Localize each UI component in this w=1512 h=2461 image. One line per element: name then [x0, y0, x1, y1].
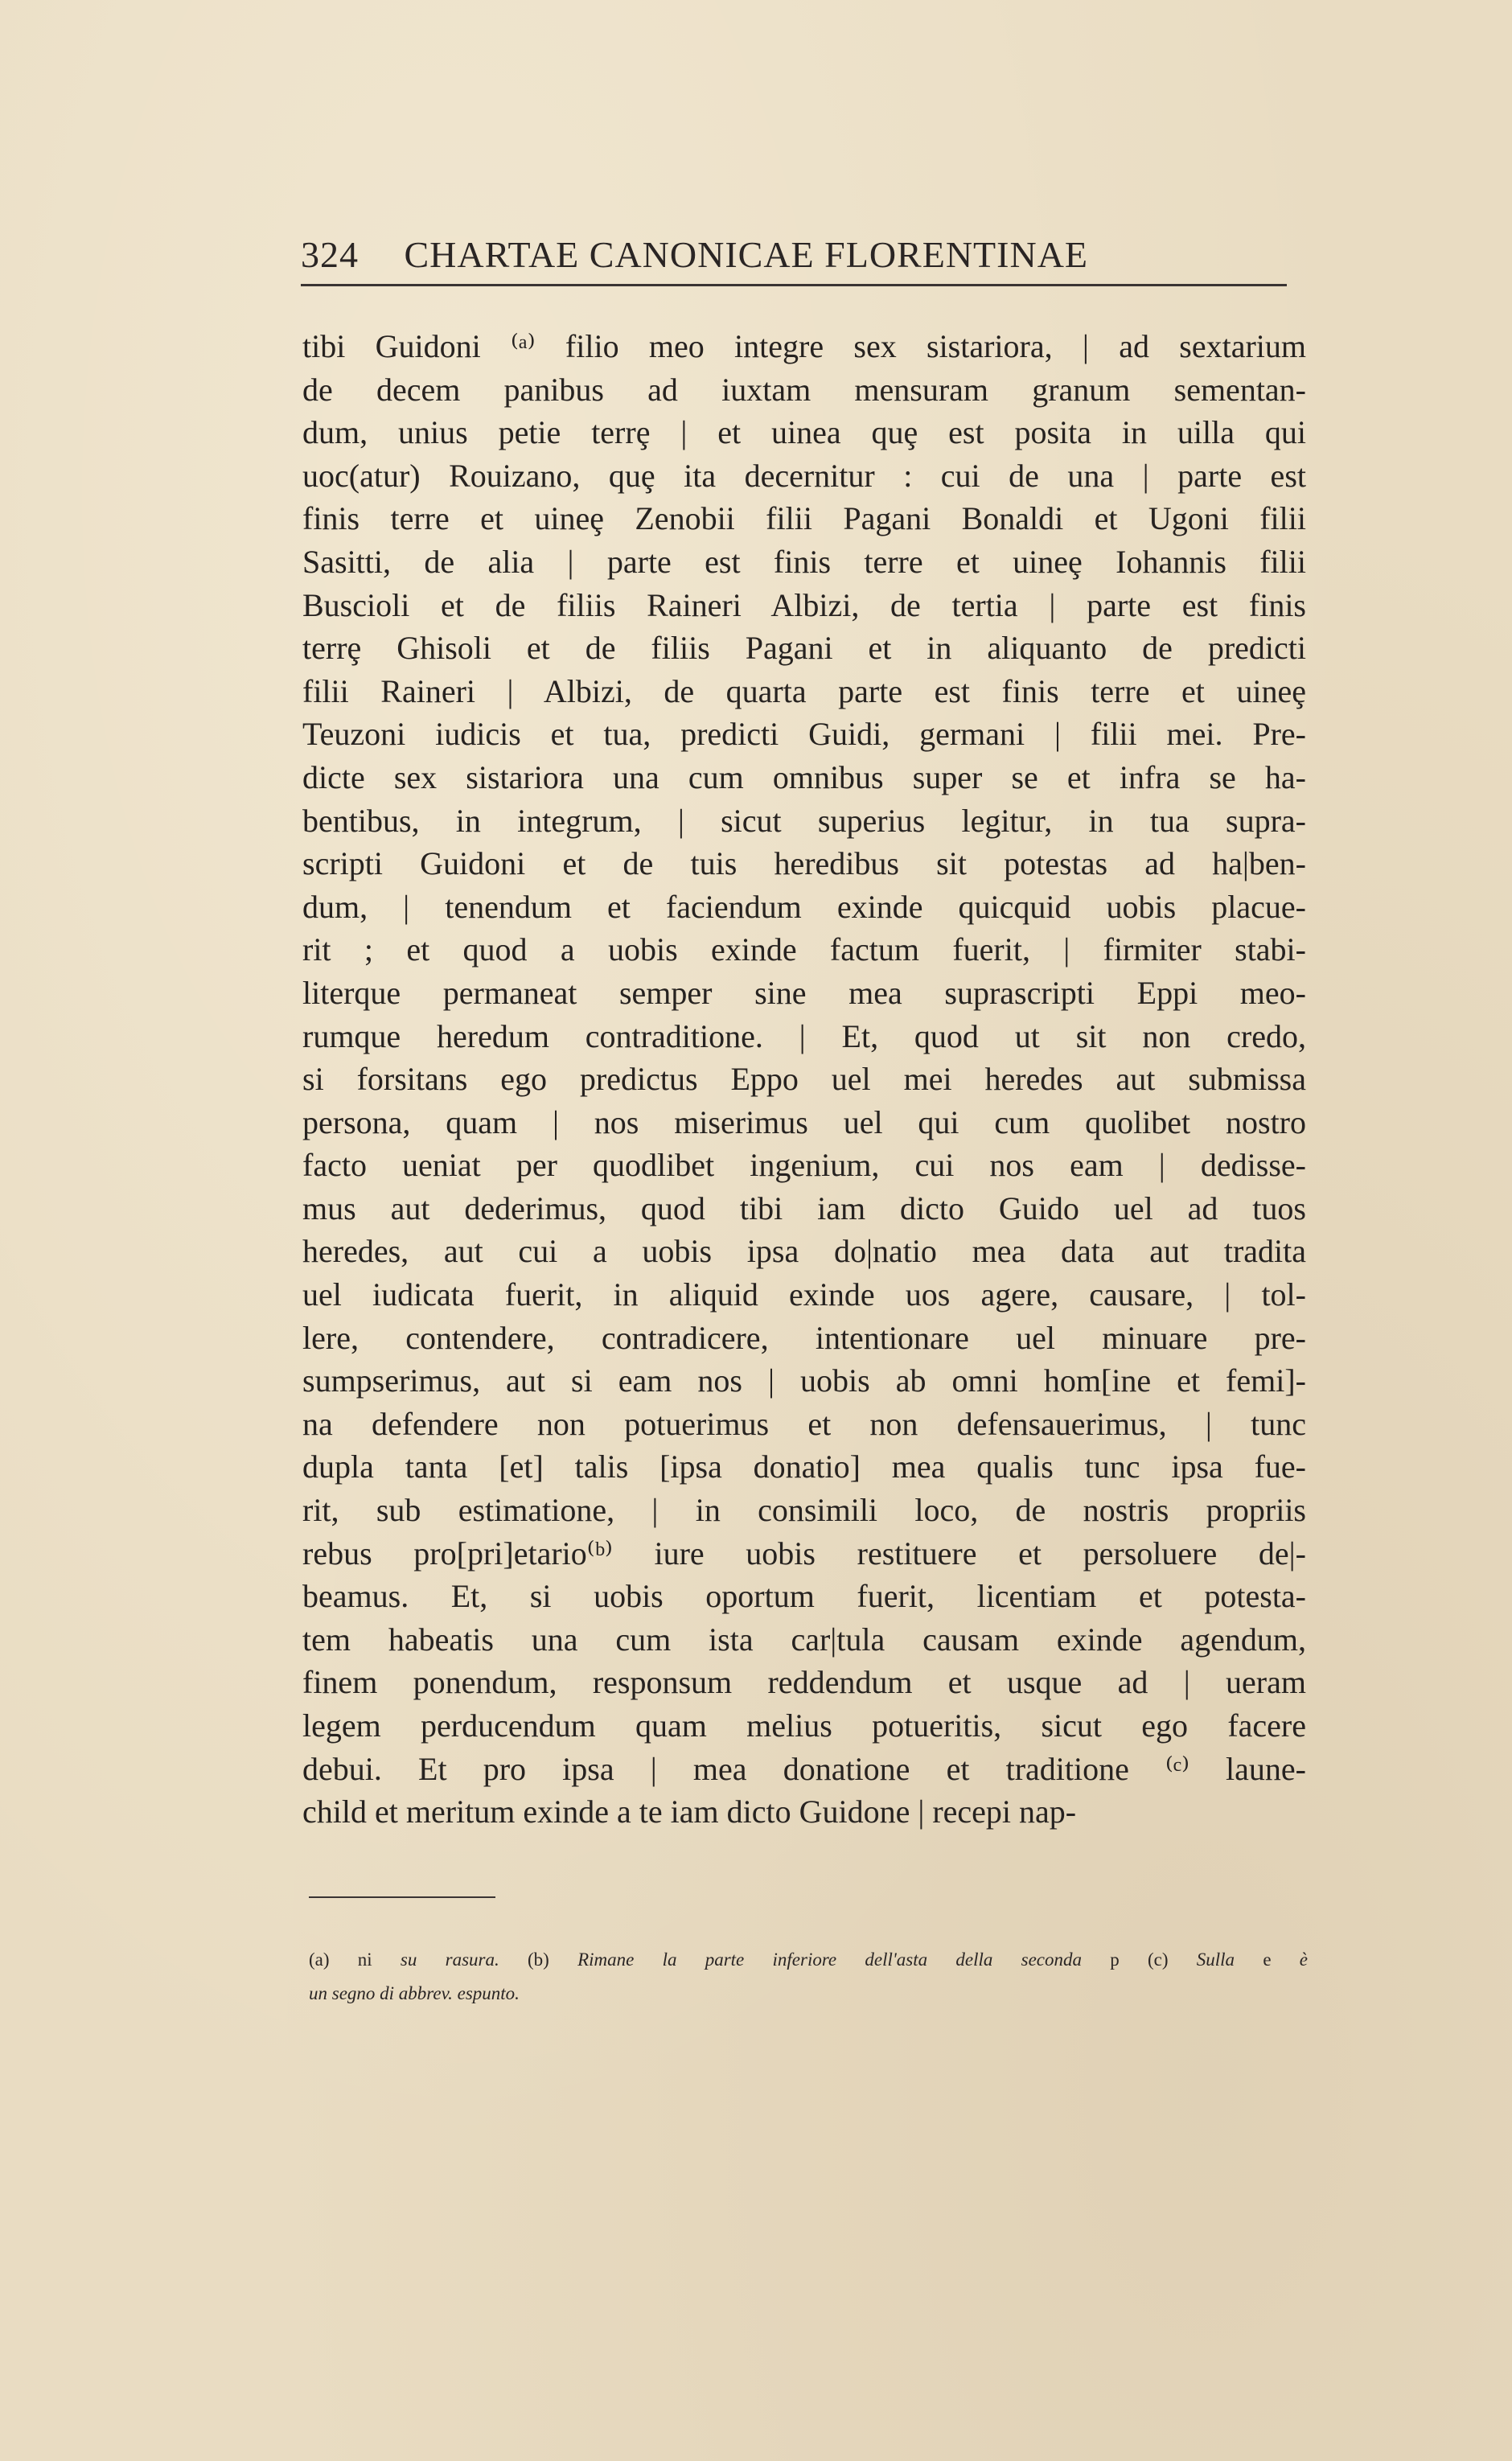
text-line: persona, quam | nos miserimus uel qui cum quolibet nostro — [302, 1103, 1306, 1140]
text-line: heredes, aut cui a uobis ipsa do|natio mea data aut tradita — [302, 1233, 1306, 1270]
text-line: dum, | tenendum et faciendum exinde quicquid uobis placue- — [302, 888, 1306, 925]
text-line: facto ueniat per quodlibet ingenium, cui nos eam | dedisse- — [302, 1147, 1306, 1184]
text-line: finem ponendum, responsum reddendum et usque ad | ueram — [302, 1664, 1306, 1701]
footnote-c-mark: (c) — [1148, 1949, 1169, 1970]
footnote-a-word: ni — [357, 1949, 372, 1970]
text-line: dum, unius petie terrȩ | et uinea quȩ est posita in uilla qui — [302, 414, 1306, 451]
text-line: debui. Et pro ipsa | mea donatione et traditione ⁽ᶜ⁾ laune- — [302, 1750, 1306, 1787]
text-line: literque permaneat semper sine mea suprascripti Eppi meo- — [302, 974, 1306, 1011]
text-line: finis terre et uineȩ Zenobii filii Pagani Bonaldi et Ugoni filii — [302, 500, 1306, 537]
text-line: rumque heredum contraditione. | Et, quod ut sit non credo, — [302, 1017, 1306, 1054]
header-rule — [301, 284, 1287, 286]
charter-text — [302, 325, 1306, 1834]
text-line: Teuzoni iudicis et tua, predicti Guidi, germani | filii mei. Pre- — [302, 716, 1306, 753]
text-line: filii Raineri | Albizi, de quarta parte est finis terre et uineȩ — [302, 672, 1306, 709]
text-line: rit, sub estimatione, | in consimili loco, de nostris propriis — [302, 1492, 1306, 1529]
footnote-c-text: Sulla — [1196, 1949, 1235, 1970]
footnote-b-letter: p — [1110, 1949, 1120, 1970]
text-line: mus aut dederimus, quod tibi iam dicto Guido uel ad tuos — [302, 1189, 1306, 1226]
footnote-line — [309, 1943, 1308, 1977]
footnote-c-text-2: è — [1299, 1949, 1308, 1970]
text-line: Sasitti, de alia | parte est finis terre et uineȩ Iohannis filii — [302, 543, 1306, 580]
text-line: tem habeatis una cum ista car|tula causam exinde agendum, — [302, 1621, 1306, 1658]
text-line: rebus pro[pri]etario⁽ᵇ⁾ iure uobis restituere et persoluere de|- — [302, 1535, 1306, 1572]
footnote-a-mark: (a) — [309, 1949, 330, 1970]
text-line: si forsitans ego predictus Eppo uel mei heredes aut submissa — [302, 1061, 1306, 1098]
text-line: de decem panibus ad iuxtam mensuram granum sementan- — [302, 371, 1306, 408]
footnotes — [309, 1943, 1308, 2011]
text-line: Buscioli et de filiis Raineri Albizi, de tertia | parte est finis — [302, 586, 1306, 623]
text-line: tibi Guidoni ⁽ᵃ⁾ filio meo integre sex sistariora, | ad sextarium — [302, 328, 1306, 364]
text-line: sumpserimus, aut si eam nos | uobis ab omni hom[ine et femi]- — [302, 1362, 1306, 1399]
footnote-line: un segno di abbrev. espunto. — [309, 1983, 520, 2003]
page-number: 324 — [301, 234, 359, 275]
text-line: dicte sex sistariora una cum omnibus super se et infra se ha- — [302, 758, 1306, 795]
text-line: dupla tanta [et] talis [ipsa donatio] mea qualis tunc ipsa fue- — [302, 1448, 1306, 1485]
text-line: uoc(atur) Rouizano, quȩ ita decernitur : cui de una | parte est — [302, 457, 1306, 494]
footnote-b-mark: (b) — [527, 1949, 549, 1970]
text-line: terrȩ Ghisoli et de filiis Pagani et in aliquanto de predicti — [302, 630, 1306, 667]
text-line: na defendere non potuerimus et non defensauerimus, | tunc — [302, 1405, 1306, 1442]
running-title: CHARTAE CANONICAE FLORENTINAE — [404, 234, 1089, 275]
text-line: legem perducendum quam melius potueritis, sicut ego facere — [302, 1707, 1306, 1744]
text-line: scripti Guidoni et de tuis heredibus sit potestas ad ha|ben- — [302, 845, 1306, 882]
text-line: bentibus, in integrum, | sicut superius legitur, in tua supra- — [302, 802, 1306, 839]
text-line: rit ; et quod a uobis exinde factum fuerit, | firmiter stabi- — [302, 931, 1306, 968]
text-line: child et meritum exinde a te iam dicto Guidone | recepi nap- — [302, 1793, 1077, 1830]
footnote-rule — [309, 1896, 495, 1898]
footnote-a-text: su rasura. — [400, 1949, 499, 1970]
text-line: lere, contendere, contradicere, intentionare uel minuare pre- — [302, 1319, 1306, 1356]
text-line: uel iudicata fuerit, in aliquid exinde uos agere, causare, | tol- — [302, 1276, 1306, 1313]
running-head — [301, 233, 1287, 283]
text-line: beamus. Et, si uobis oportum fuerit, licentiam et potesta- — [302, 1578, 1306, 1615]
footnote-c-word: e — [1263, 1949, 1272, 1970]
footnote-b-text: Rimane la parte inferiore dell'asta della seconda — [577, 1949, 1082, 1970]
